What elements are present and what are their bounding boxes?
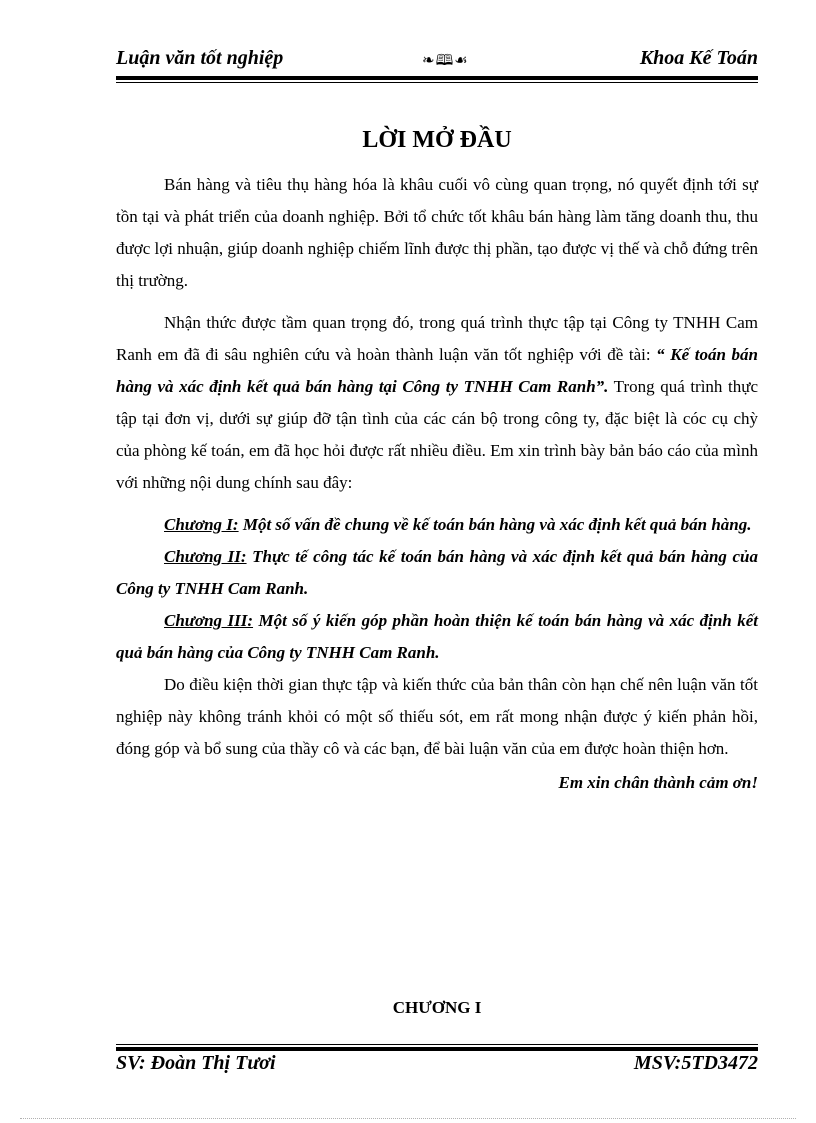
topic-title: “ Kế toán bán hàng và xác định kết quả bán hàng tại Công ty TNHH Cam Ranh”. bbox=[116, 345, 758, 396]
chapter-3-label: Chương III: bbox=[164, 611, 254, 630]
chapter-2-text: Thực tế công tác kế toán bán hàng và xác định kết quả bán hàng của Công ty TNHH Cam Ranh. bbox=[116, 547, 758, 598]
paragraph-topic bbox=[116, 307, 758, 499]
student-id: MSV:5TD3472 bbox=[633, 1052, 758, 1074]
header-rule-thick bbox=[116, 76, 758, 80]
chapter-1-summary bbox=[116, 509, 758, 541]
page-footer bbox=[116, 1052, 758, 1078]
header-left: Luận văn tốt nghiệp bbox=[116, 47, 284, 69]
thanks-line: Em xin chân thành cảm ơn! bbox=[558, 773, 758, 792]
paragraph-intro: Bán hàng và tiêu thụ hàng hóa là khâu cuối vô cùng quan trọng, nó quyết định tới sự tồn tại và phát triển của doanh nghiệp. Bởi tổ chức tốt khâu bán hàng làm tăng doanh thu, thu được lợi nhuận, giúp doanh nghiệp chiếm lĩnh được thị phần, tạo được vị thế và chỗ đứng trên thị trường. bbox=[116, 175, 758, 290]
header-right: Khoa Kế Toán bbox=[639, 47, 758, 69]
header-rule-thin bbox=[116, 82, 758, 83]
chapter-heading: CHƯƠNG I bbox=[392, 998, 482, 1017]
chapter-3-text: Một số ý kiến góp phần hoàn thiện kế toán bán hàng và xác định kết quả bán hàng của Công ty TNHH Cam Ranh. bbox=[116, 611, 758, 662]
footer-rule-thin bbox=[116, 1044, 758, 1045]
page-header bbox=[116, 47, 758, 75]
chapter-2-summary bbox=[116, 541, 758, 605]
page-bottom-dotted-line bbox=[20, 1118, 796, 1119]
chapter-1-label: Chương I: bbox=[164, 515, 239, 534]
chapter-1-text: Một số vấn đề chung về kế toán bán hàng và xác định kết quả bán hàng. bbox=[238, 515, 752, 534]
footer-rule-thick bbox=[116, 1047, 758, 1051]
page-title: LỜI MỞ ĐẦU bbox=[362, 127, 512, 153]
topic-lead: Nhận thức được tầm quan trọng đó, trong quá trình thực tập tại Công ty TNHH Cam Ranh em đã đi sâu nghiên cứu và hoàn thành luận văn tốt nghiệp với đề tài: bbox=[116, 313, 758, 364]
chapter-3-summary bbox=[116, 605, 758, 669]
paragraph-closing: Do điều kiện thời gian thực tập và kiến thức của bản thân còn hạn chế nên luận văn tốt nghiệp này không tránh khỏi có một số thiếu sót, em rất mong nhận được ý kiến phản hồi, đóng góp và bổ sung của thầy cô và các bạn, để bài luận văn của em được hoàn thiện hơn. bbox=[116, 675, 758, 758]
document-body bbox=[116, 169, 758, 799]
chapter-2-label: Chương II: bbox=[164, 547, 247, 566]
student-name: SV: Đoàn Thị Tươi bbox=[116, 1052, 276, 1074]
book-ornament-icon: ❧🕮☙ bbox=[422, 53, 469, 69]
topic-rest: Trong quá trình thực tập tại đơn vị, dưới sự giúp đỡ tận tình của các cán bộ trong công ty, đặc biệt là cóc cụ chỳ của phòng kế toán, em đã học hỏi được rất nhiều điều. Em xin trình bày bản báo cáo của mình với những nội dung chính sau đây: bbox=[116, 377, 758, 492]
